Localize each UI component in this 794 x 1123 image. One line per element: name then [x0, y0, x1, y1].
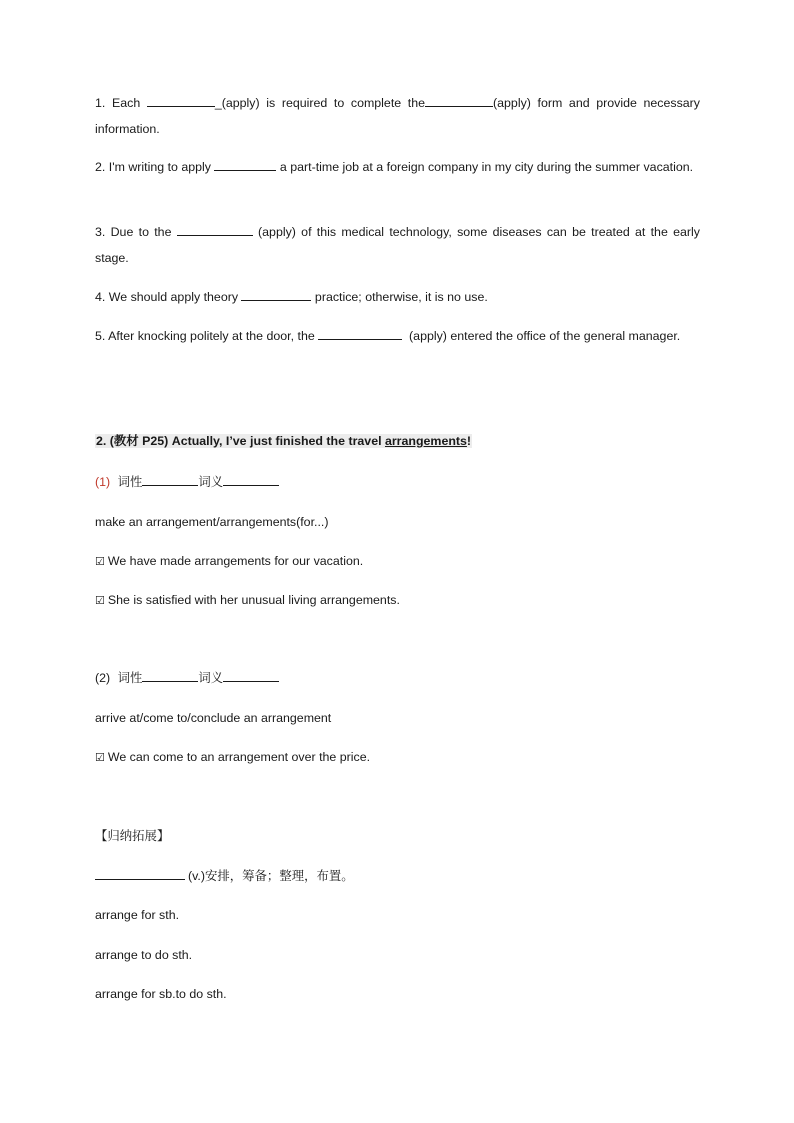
exercise-4-blank[interactable]	[241, 288, 311, 301]
sub-2-pos-blank[interactable]	[142, 669, 198, 682]
sub-1-example-2	[95, 590, 400, 611]
exercise-4-text-a: 4. We should apply theory	[95, 290, 242, 304]
exercise-5-blank[interactable]	[318, 327, 402, 340]
sub-1-number: (1)	[95, 475, 111, 489]
exercise-2-text-a: 2. I'm writing to apply	[95, 160, 215, 174]
checkbox-checked-icon: ☑	[95, 751, 105, 764]
sub-1-pos-meaning	[95, 472, 279, 492]
sub-2-pos-label: 词性	[117, 671, 143, 685]
sub-2-meaning-label: 词义	[198, 671, 224, 685]
example-text: We have made arrangements for our vacation.	[107, 554, 364, 568]
heading-suffix: !	[466, 434, 472, 448]
sub-1-meaning-blank[interactable]	[223, 473, 279, 486]
exercise-1-text-a: 1. Each	[95, 96, 147, 110]
exercise-2-blank[interactable]	[214, 158, 276, 171]
exercise-3-text-a: 3. Due to the	[95, 225, 177, 239]
sub-2-meaning-blank[interactable]	[223, 669, 279, 682]
exercise-3-blank[interactable]	[177, 223, 253, 236]
exercise-5	[95, 324, 700, 350]
exercise-2-text-b: a part-time job at a foreign company in my city during the summer vacation.	[276, 160, 694, 174]
summary-phrase-3: arrange for sb.to do sth.	[95, 987, 227, 1001]
summary-phrase-2: arrange to do sth.	[95, 948, 193, 962]
summary-phrase-1: arrange for sth.	[95, 908, 180, 922]
sub-2-number: (2)	[95, 671, 111, 685]
exercise-2	[95, 155, 700, 181]
exercise-4-text-b: practice; otherwise, it is no use.	[311, 290, 488, 304]
checkbox-checked-icon: ☑	[95, 594, 105, 607]
exercise-3-text-b: (apply) of this medical technology, some diseases can be treated at the early stage.	[95, 225, 700, 265]
exercise-3	[95, 220, 700, 271]
exercise-5-text-b: (apply) entered the office of the general manager.	[402, 329, 681, 343]
summary-verb-line	[95, 866, 354, 886]
summary-verb-blank[interactable]	[95, 867, 185, 880]
exercise-1-text-b: _(apply) is required to complete the	[214, 96, 426, 110]
example-text: We can come to an arrangement over the price.	[107, 750, 371, 764]
exercise-5-text-a: 5. After knocking politely at the door, the	[95, 329, 319, 343]
summary-title: 【归纳拓展】	[95, 829, 170, 843]
exercise-1-blank-2[interactable]	[425, 94, 493, 107]
checkbox-checked-icon: ☑	[95, 555, 105, 568]
heading-text: 2. (教材 P25) Actually, I’ve just finished the travel	[96, 434, 385, 448]
exercise-1	[95, 91, 700, 142]
example-text: She is satisfied with her unusual living arrangements.	[107, 593, 400, 607]
sub-1-example-1	[95, 551, 363, 572]
sub-1-pos-label: 词性	[117, 475, 143, 489]
sub-2-pos-meaning	[95, 668, 279, 688]
summary-verb-meaning: (v.)安排，筹备；整理，布置。	[188, 869, 354, 883]
heading-keyword: arrangements	[384, 434, 467, 448]
sub-2-phrase: arrive at/come to/conclude an arrangement	[95, 711, 332, 725]
section-2-heading	[95, 431, 472, 451]
sub-1-phrase: make an arrangement/arrangements(for...)	[95, 515, 329, 529]
sub-2-example-1	[95, 747, 370, 768]
exercise-4	[95, 285, 700, 311]
sub-1-pos-blank[interactable]	[142, 473, 198, 486]
exercise-1-blank-1[interactable]	[147, 94, 215, 107]
exercise-1-text-c: (apply) form and provide necessary information.	[95, 96, 700, 136]
sub-1-meaning-label: 词义	[198, 475, 224, 489]
